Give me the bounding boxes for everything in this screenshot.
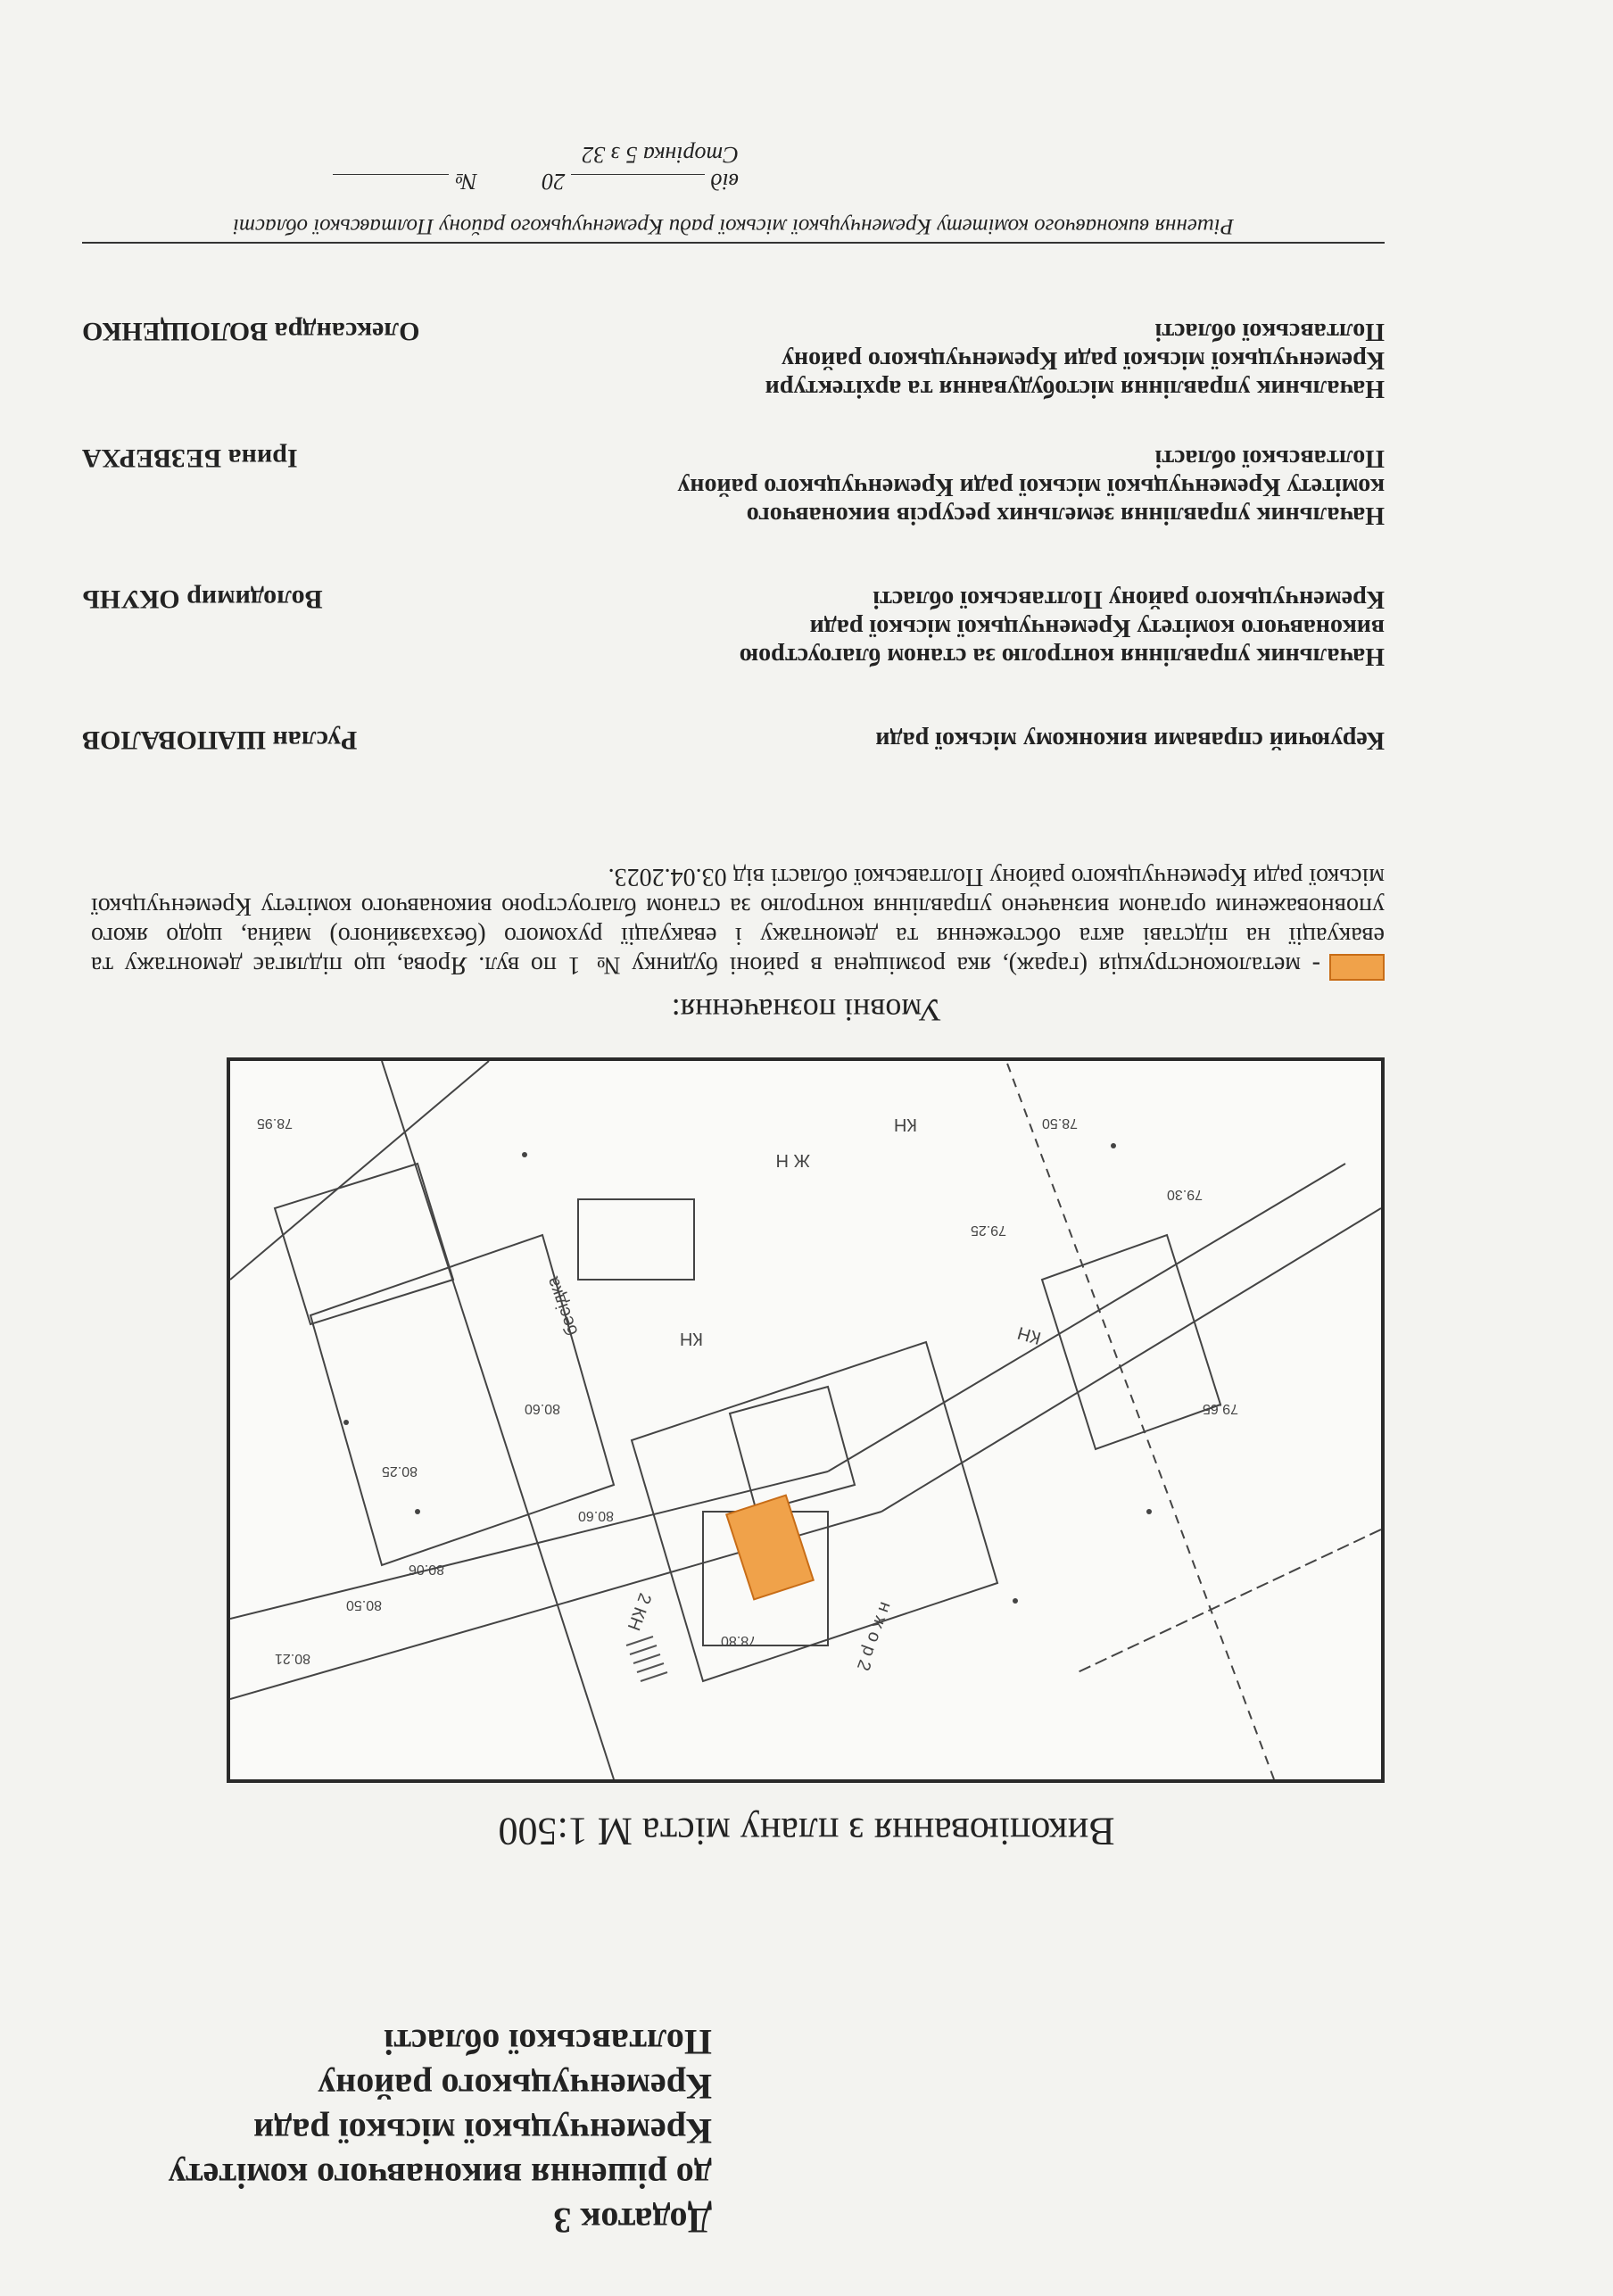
map-label: 80.21	[274, 1651, 310, 1666]
map-label: 78.80	[720, 1633, 757, 1648]
building-outline	[1042, 1235, 1220, 1449]
appendix-line: Кременчуцького району	[318, 2067, 712, 2107]
signature-name: Руслан ШАПОВАЛОВ	[82, 725, 358, 755]
footer-date-prefix: від	[710, 169, 739, 195]
building-outline	[730, 1387, 855, 1512]
map-line	[828, 1164, 1345, 1471]
signature-position: Начальник управління містобудування та архітектури Кременчуцької міської ради Кременчуцького району Полтавської області	[765, 318, 1385, 402]
map-label: 80.06	[408, 1562, 444, 1577]
signature-block	[82, 584, 1385, 670]
map-line	[1006, 1061, 1274, 1779]
appendix-line: до рішення виконавчого комітету	[168, 2156, 712, 2196]
map-label: 79.25	[970, 1223, 1006, 1238]
map-label: 80.50	[345, 1597, 382, 1612]
legend-swatch	[1329, 954, 1385, 981]
map-label: КН	[893, 1115, 917, 1134]
signature-position: Начальник управління земельних ресурсів виконавчого комітету Кременчуцької міської ради Кременчуцького району Полтавської області	[677, 444, 1385, 529]
map-label: 78.95	[256, 1115, 293, 1131]
map-label: 2 КН	[623, 1590, 655, 1634]
map-label: 80.25	[381, 1463, 418, 1479]
map-line	[1078, 1529, 1381, 1672]
legend-title: Умовні позначення:	[671, 992, 942, 1028]
signature-position: Керуючий справами виконкому міської ради	[875, 726, 1385, 754]
stairs	[626, 1637, 667, 1681]
signature-name: Володимир ОКУНЬ	[82, 584, 323, 614]
appendix-header	[34, 2019, 712, 2242]
footer-divider	[82, 242, 1385, 244]
map-label: 79.65	[1202, 1401, 1238, 1416]
legend-text: - металоконструкція (гараж), яка розміщена в районі будинку № 1 по вул. Ярова, що підлягає демонтажу та евакуації на підставі акта обстеження та демонтажу і евакуації рухомого (безхазяйного) майна, щодо якого уповноваженим органом визначено управління контролю за станом благоустрою виконавчого комітету Кременчуцької міської ради Кременчуцького району Полтавської області від 03.04.2023.	[91, 863, 1385, 979]
building-outline	[578, 1199, 694, 1280]
map-label: КН	[1015, 1322, 1044, 1348]
city-plan-map	[227, 1057, 1385, 1783]
signature-name: Олександра ВОЛОЩЕНКО	[82, 317, 420, 346]
footer-text: Рішення виконавчого комітету Кременчуцької міської ради Кременчуцького району Полтавської області	[233, 214, 1234, 238]
map-line	[230, 1061, 489, 1280]
footer-year: 20	[542, 169, 566, 195]
appendix-line: Полтавської області	[384, 2022, 712, 2062]
map-line	[881, 1208, 1381, 1512]
map-label: 80.60	[524, 1401, 560, 1416]
map-label: 79.30	[1166, 1187, 1203, 1202]
footer-number-label: №	[454, 169, 477, 195]
map-caption: Викопіювання з плану міста М 1:500	[498, 1810, 1115, 1853]
map-label: Ж Н	[775, 1150, 810, 1170]
signature-block	[82, 443, 1385, 529]
footer-date-box	[257, 141, 739, 195]
signature-block	[82, 317, 1385, 402]
map-drawing	[230, 1061, 1381, 1779]
map-label: н ж о р 2	[852, 1599, 896, 1674]
map-label: 78.50	[1041, 1115, 1078, 1131]
footer-page-number: Сторінка 5 з 32	[582, 142, 739, 168]
building-outline	[275, 1164, 453, 1324]
building-outline	[310, 1235, 614, 1565]
legend	[91, 862, 1385, 981]
appendix-line: Кременчуцької міської ради	[253, 2111, 712, 2151]
map-line	[382, 1061, 614, 1779]
map-label: бесідка	[542, 1273, 583, 1339]
signature-position: Начальник управління контролю за станом благоустрою виконавчого комітету Кременчуцької міської ради Кременчуцького району Полтавської області	[739, 585, 1385, 670]
signature-name: Ірина БЕЗВЕРХА	[82, 443, 298, 473]
signature-block	[82, 725, 1385, 754]
appendix-line: Додаток 3	[553, 2201, 712, 2241]
map-label: 80.60	[577, 1508, 614, 1523]
map-label: КН	[679, 1329, 703, 1348]
